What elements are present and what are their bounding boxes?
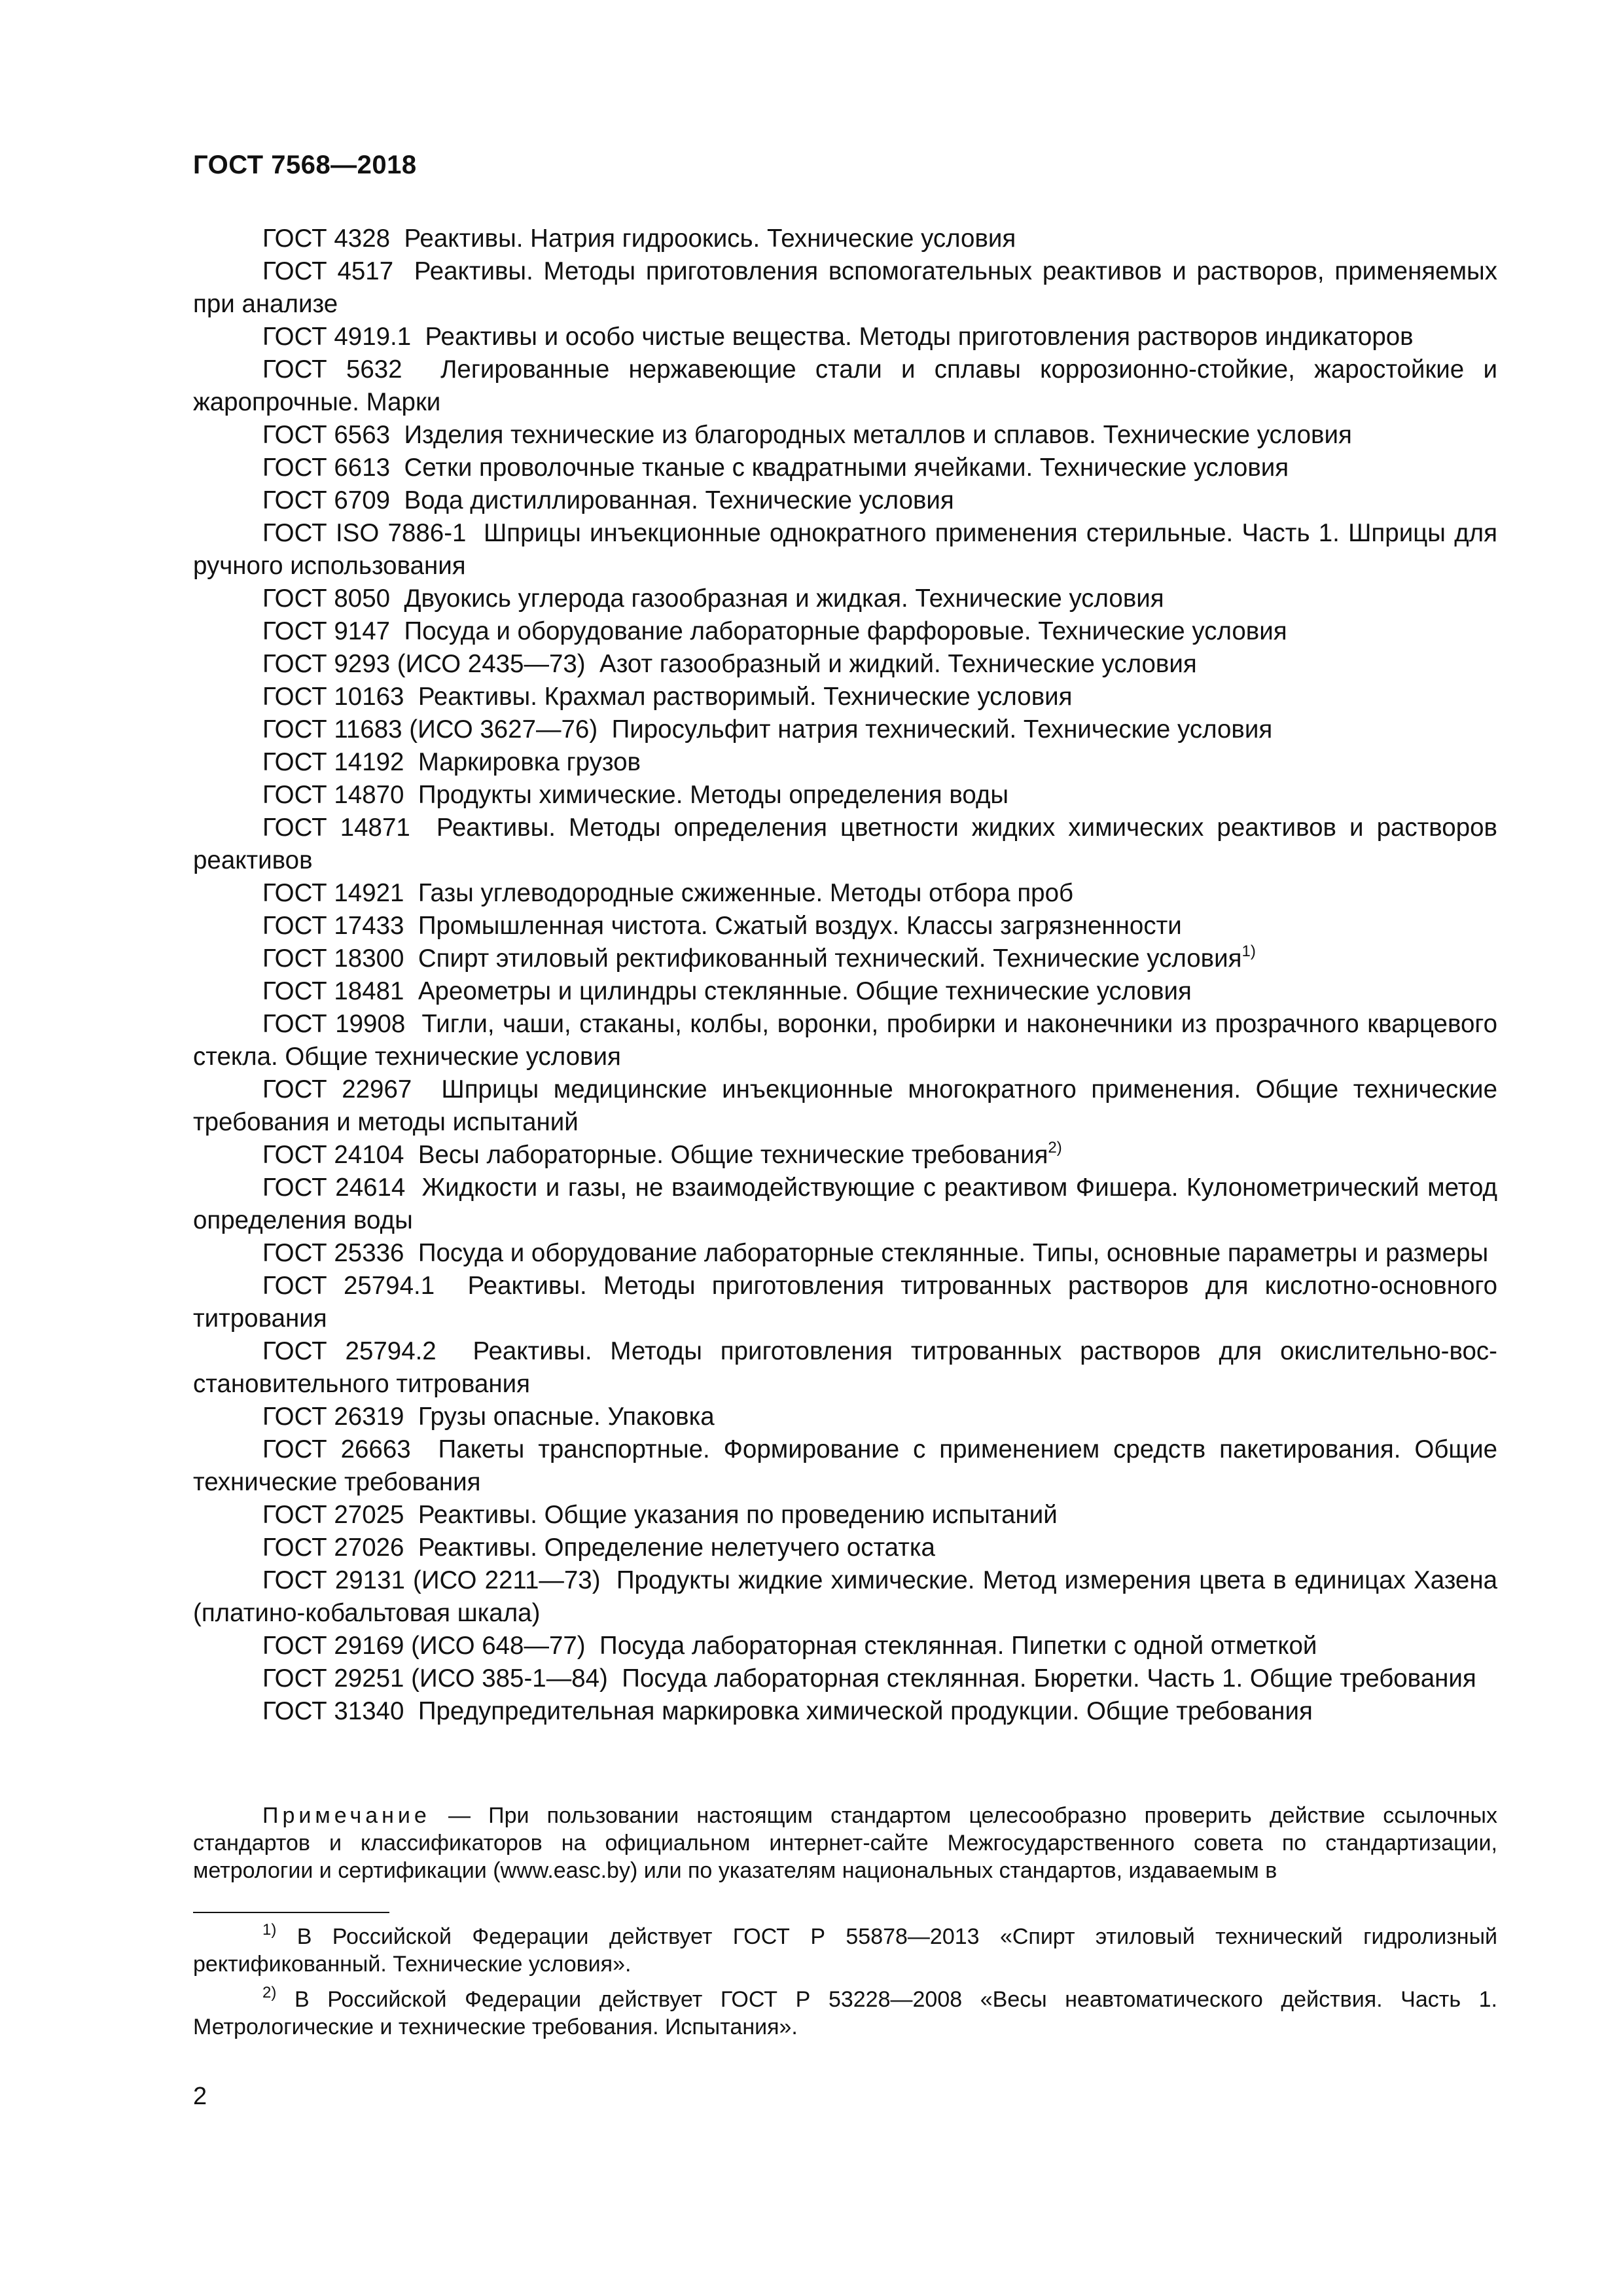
reference-title: Реактивы. Определение нелетучего остатка — [418, 1534, 935, 1562]
reference-title: Легированные нержавеющие стали и сплавы коррозионно-стойкие, жаростойкие и жаропрочные. Марки — [193, 355, 1497, 416]
reference-item — [193, 942, 1497, 975]
reference-code: ГОСТ 26319 — [262, 1403, 404, 1431]
reference-title: Реактивы. Методы приготовления титрованных растворов для окислительно-восстановительного титрования — [193, 1337, 1497, 1398]
note-label: Примечание — [262, 1803, 431, 1828]
reference-code: ГОСТ 5632 — [262, 355, 402, 384]
footnote-marker: 1) — [1241, 942, 1256, 961]
reference-item — [193, 910, 1497, 942]
reference-item — [193, 321, 1497, 353]
reference-code: ГОСТ 18300 — [262, 944, 404, 973]
reference-title: Посуда и оборудование лабораторные фарфоровые. Технические условия — [404, 617, 1287, 645]
reference-title: Продукты жидкие химические. Метод измерения цвета в единицах Хазена (платино-кобальтовая шкала) — [193, 1566, 1497, 1627]
reference-title: Реактивы и особо чистые вещества. Методы приготовления растворов индикаторов — [425, 323, 1414, 351]
reference-item — [193, 1695, 1497, 1728]
reference-title: Сетки проволочные тканые с квадратными ячейками. Технические условия — [404, 454, 1289, 482]
reference-code: ГОСТ 19908 — [262, 1010, 406, 1038]
page-number: 2 — [193, 2083, 207, 2110]
reference-title: Весы лабораторные. Общие технические требования — [418, 1141, 1048, 1169]
reference-item — [193, 255, 1497, 321]
reference-code: ГОСТ 31340 — [262, 1697, 404, 1725]
reference-item — [193, 1662, 1497, 1695]
reference-code: ГОСТ 25794.1 — [262, 1272, 435, 1300]
reference-item — [193, 877, 1497, 910]
reference-item — [193, 779, 1497, 812]
reference-item — [193, 353, 1497, 419]
reference-code: ГОСТ 25336 — [262, 1239, 404, 1267]
footnote-marker: 1) — [262, 1920, 277, 1939]
reference-code: ГОСТ 29169 (ИСО 648—77) — [262, 1632, 586, 1660]
reference-code: ГОСТ 14192 — [262, 748, 404, 776]
normative-references-list — [193, 223, 1497, 1728]
reference-title: Предупредительная маркировка химической продукции. Общие требования — [418, 1697, 1313, 1725]
reference-item — [193, 1499, 1497, 1532]
reference-code: ГОСТ 27025 — [262, 1501, 404, 1529]
reference-code: ГОСТ 27026 — [262, 1534, 404, 1562]
reference-item — [193, 1172, 1497, 1237]
reference-item — [193, 1139, 1497, 1172]
footnote-text: В Российской Федерации действует ГОСТ Р 55878—2013 «Спирт этиловый технический гидролизный ректификованный. Технические условия». — [193, 1924, 1498, 1977]
reference-title: Шприцы медицинские инъекционные многократного применения. Общие технические требования и методы испытаний — [193, 1075, 1497, 1136]
reference-code: ГОСТ 4517 — [262, 257, 394, 285]
reference-code: ГОСТ 14871 — [262, 814, 410, 842]
footnote-item — [193, 1983, 1497, 2041]
reference-item — [193, 1401, 1497, 1433]
reference-code: ГОСТ ISO 7886-1 — [262, 519, 467, 547]
reference-title: Реактивы. Методы приготовления титрованных растворов для кислотно-основного титрования — [193, 1272, 1497, 1333]
reference-code: ГОСТ 26663 — [262, 1435, 411, 1463]
reference-title: Продукты химические. Методы определения воды — [418, 781, 1009, 809]
reference-title: Грузы опасные. Упаковка — [418, 1403, 715, 1431]
reference-item — [193, 223, 1497, 255]
reference-item — [193, 648, 1497, 681]
reference-item — [193, 1073, 1497, 1139]
reference-title: Реактивы. Общие указания по проведению испытаний — [418, 1501, 1058, 1529]
reference-title: Посуда лабораторная стеклянная. Пипетки с одной отметкой — [599, 1632, 1317, 1660]
footnote-marker: 2) — [262, 1983, 277, 2001]
reference-title: Пакеты транспортные. Формирование с применением средств пакетирования. Общие технические требования — [193, 1435, 1497, 1496]
reference-title: Тигли, чаши, стаканы, колбы, воронки, пробирки и наконечники из прозрачного кварцевого стекла. Общие технические условия — [193, 1010, 1497, 1071]
reference-title: Посуда лабораторная стеклянная. Бюретки. Часть 1. Общие требования — [622, 1664, 1476, 1693]
reference-code: ГОСТ 22967 — [262, 1075, 412, 1103]
reference-code: ГОСТ 24614 — [262, 1174, 406, 1202]
reference-code: ГОСТ 11683 (ИСО 3627—76) — [262, 715, 598, 744]
reference-item — [193, 1008, 1497, 1073]
reference-item — [193, 419, 1497, 452]
note-text: — При пользовании настоящим стандартом целесообразно проверить действие ссылочных стандартов и классификаторов на официальном интернет-сайте Межгосударственного совета по стандартизации, метрологии и сертификации (www.easc.by) или по указателям национальных стандартов, издаваемым в — [193, 1803, 1497, 1883]
reference-code: ГОСТ 17433 — [262, 912, 404, 940]
reference-code: ГОСТ 6563 — [262, 421, 391, 449]
footnote-marker: 2) — [1048, 1139, 1062, 1157]
reference-code: ГОСТ 9293 (ИСО 2435—73) — [262, 650, 586, 678]
reference-item — [193, 1564, 1497, 1630]
reference-title: Изделия технические из благородных металлов и сплавов. Технические условия — [404, 421, 1352, 449]
reference-item — [193, 1630, 1497, 1662]
reference-title: Шприцы инъекционные однократного применения стерильные. Часть 1. Шприцы для ручного использования — [193, 519, 1497, 580]
reference-title: Азот газообразный и жидкий. Технические условия — [599, 650, 1197, 678]
reference-item — [193, 1237, 1497, 1270]
footnote-item — [193, 1920, 1498, 1978]
reference-item — [193, 452, 1497, 484]
reference-item — [193, 681, 1497, 713]
reference-title: Вода дистиллированная. Технические условия — [404, 486, 954, 514]
reference-code: ГОСТ 6613 — [262, 454, 391, 482]
reference-item — [193, 746, 1497, 779]
reference-item — [193, 1433, 1497, 1499]
reference-item — [193, 1335, 1497, 1401]
reference-title: Газы углеводородные сжиженные. Методы отбора проб — [418, 879, 1074, 907]
reference-code: ГОСТ 6709 — [262, 486, 391, 514]
reference-title: Реактивы. Методы определения цветности жидких химических реактивов и растворов реактивов — [193, 814, 1497, 874]
reference-item — [193, 1270, 1497, 1335]
reference-item — [193, 583, 1497, 615]
reference-item — [193, 713, 1497, 746]
reference-title: Промышленная чистота. Сжатый воздух. Классы загрязненности — [418, 912, 1182, 940]
reference-title: Спирт этиловый ректификованный технический. Технические условия — [418, 944, 1242, 973]
reference-item — [193, 812, 1497, 877]
reference-code: ГОСТ 29251 (ИСО 385-1—84) — [262, 1664, 608, 1693]
reference-code: ГОСТ 4919.1 — [262, 323, 412, 351]
reference-title: Пиросульфит натрия технический. Технические условия — [611, 715, 1273, 744]
note-paragraph — [193, 1802, 1497, 1884]
reference-title: Реактивы. Методы приготовления вспомогательных реактивов и растворов, применяемых при анализе — [193, 257, 1497, 318]
reference-item — [193, 615, 1497, 648]
reference-code: ГОСТ 25794.2 — [262, 1337, 437, 1365]
reference-item — [193, 484, 1497, 517]
reference-code: ГОСТ 9147 — [262, 617, 391, 645]
reference-code: ГОСТ 18481 — [262, 977, 404, 1005]
footnote-text: В Российской Федерации действует ГОСТ Р 53228—2008 «Весы неавтоматического действия. Часть 1. Метрологические и технические требования. Испытания». — [193, 1987, 1497, 2039]
reference-code: ГОСТ 14870 — [262, 781, 404, 809]
document-code-header: ГОСТ 7568—2018 — [193, 151, 417, 179]
footnote-divider — [193, 1912, 389, 1913]
reference-code: ГОСТ 4328 — [262, 224, 391, 253]
reference-title: Реактивы. Натрия гидроокись. Технические условия — [404, 224, 1016, 253]
reference-item — [193, 975, 1497, 1008]
reference-code: ГОСТ 10163 — [262, 683, 404, 711]
reference-title: Маркировка грузов — [418, 748, 641, 776]
reference-title: Двуокись углерода газообразная и жидкая. Технические условия — [404, 584, 1164, 613]
reference-code: ГОСТ 29131 (ИСО 2211—73) — [262, 1566, 601, 1594]
reference-code: ГОСТ 24104 — [262, 1141, 404, 1169]
reference-item — [193, 517, 1497, 583]
reference-code: ГОСТ 8050 — [262, 584, 391, 613]
reference-title: Посуда и оборудование лабораторные стеклянные. Типы, основные параметры и размеры — [418, 1239, 1489, 1267]
footnotes — [193, 1920, 1498, 2049]
reference-title: Реактивы. Крахмал растворимый. Технические условия — [418, 683, 1073, 711]
reference-item — [193, 1532, 1497, 1564]
reference-code: ГОСТ 14921 — [262, 879, 404, 907]
reference-title: Жидкости и газы, не взаимодействующие с реактивом Фишера. Кулонометрический метод определения воды — [193, 1174, 1497, 1234]
reference-title: Ареометры и цилиндры стеклянные. Общие технические условия — [418, 977, 1192, 1005]
